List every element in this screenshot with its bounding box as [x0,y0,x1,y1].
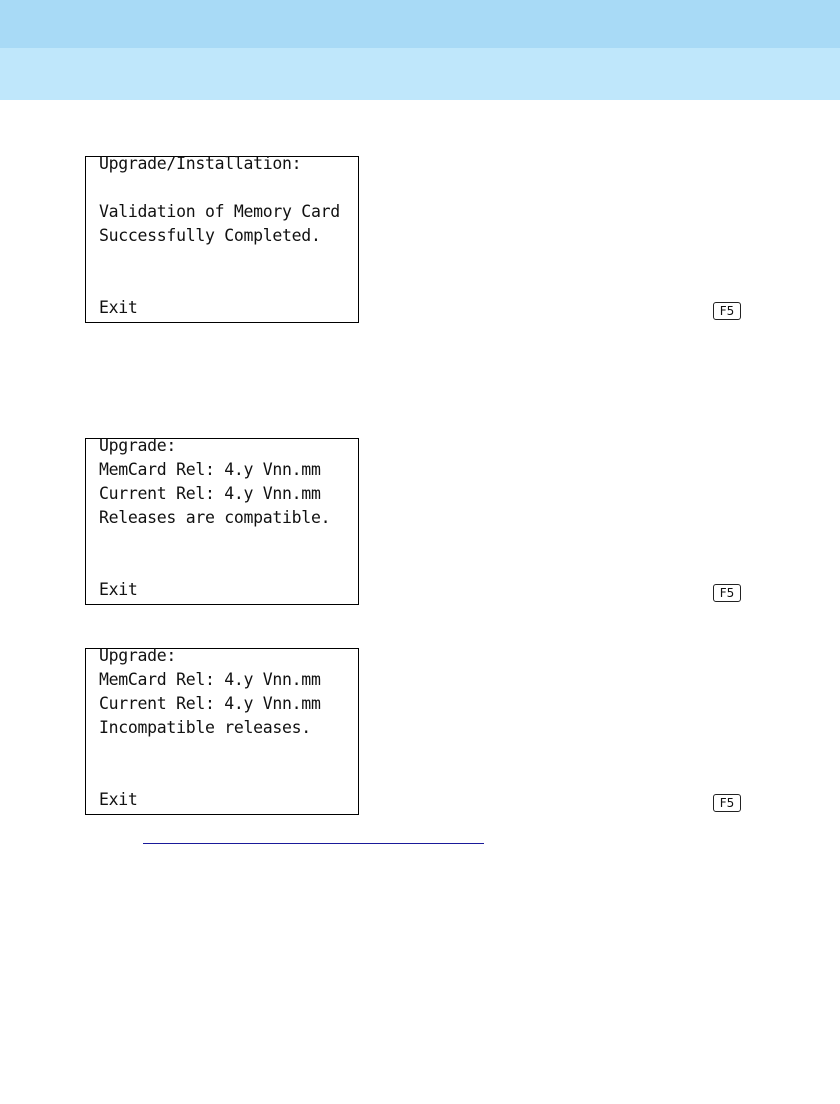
screen-line: Current Rel: 4.y Vnn.mm [99,694,321,713]
f5-key-button[interactable]: F5 [713,584,741,602]
display-screen-incompatible [85,648,359,815]
screen-line: Current Rel: 4.y Vnn.mm [99,484,321,503]
screen-title: Upgrade: [99,436,177,455]
exit-option[interactable]: Exit [99,298,138,317]
screen-title: Upgrade/Installation: [99,154,302,173]
exit-option[interactable]: Exit [99,580,138,599]
header-band-bottom [0,48,840,100]
display-screen-validation [85,156,359,323]
display-screen-compatible [85,438,359,605]
screen-line: Validation of Memory Card [99,202,340,221]
hyperlink-underline[interactable] [143,843,484,844]
f5-key-button[interactable]: F5 [713,302,741,320]
header-band-top [0,0,840,48]
screen-line: Incompatible releases. [99,718,311,737]
screen-line: MemCard Rel: 4.y Vnn.mm [99,670,321,689]
exit-option[interactable]: Exit [99,790,138,809]
screen-line: MemCard Rel: 4.y Vnn.mm [99,460,321,479]
screen-line: Releases are compatible. [99,508,331,527]
screen-title: Upgrade: [99,646,177,665]
screen-line: Successfully Completed. [99,226,321,245]
f5-key-button[interactable]: F5 [713,794,741,812]
